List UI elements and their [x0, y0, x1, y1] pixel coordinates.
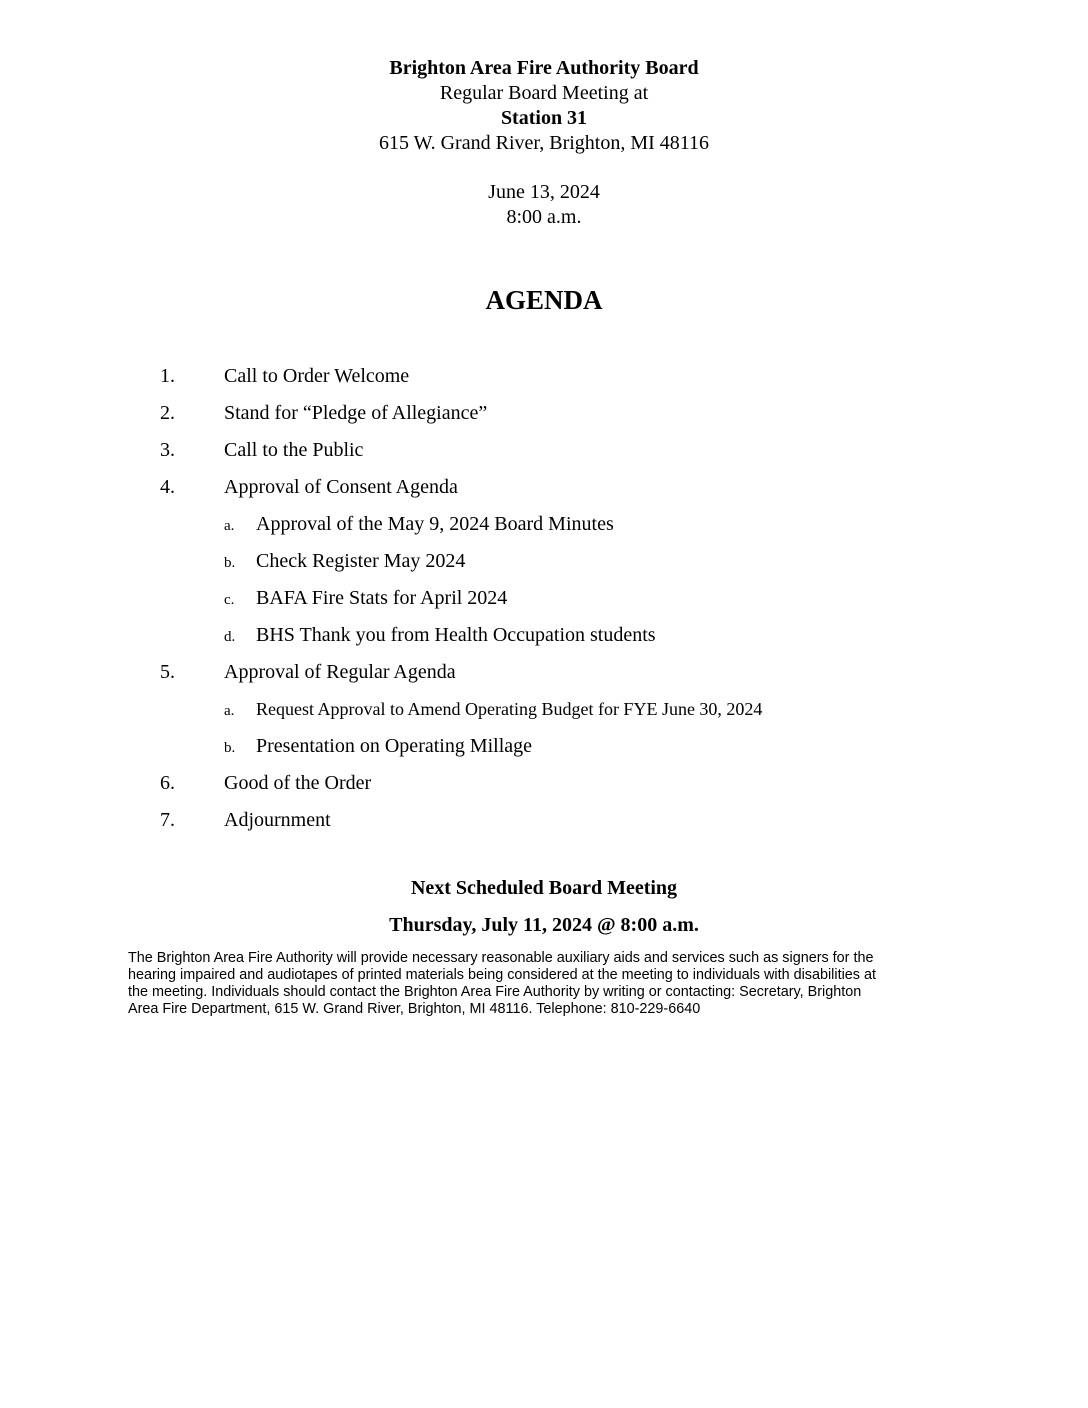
meeting-type: Regular Board Meeting at: [439, 82, 649, 104]
item-number: 7.: [160, 809, 175, 831]
org-name: Brighton Area Fire Authority Board: [389, 57, 699, 79]
agenda-item: [0, 362, 1088, 399]
accessibility-notice: [128, 950, 968, 1018]
subitem-text: Approval of the May 9, 2024 Board Minutes: [256, 513, 614, 535]
subitem-text: Check Register May 2024: [256, 550, 466, 572]
meeting-header: [0, 56, 1088, 156]
item-number: 1.: [160, 365, 175, 387]
notice-line: hearing impaired and audiotapes of printed materials being considered at the meeting to individuals with disabilities at: [128, 967, 876, 983]
meeting-datetime: [0, 180, 1088, 230]
item-text: Approval of Consent Agenda: [224, 476, 458, 498]
agenda-subitem: [0, 510, 1088, 547]
agenda-item: [0, 769, 1088, 806]
subitem-text: BHS Thank you from Health Occupation students: [256, 624, 656, 646]
agenda-item: [0, 399, 1088, 436]
item-text: Call to Order Welcome: [224, 365, 410, 387]
subitem-text: BAFA Fire Stats for April 2024: [256, 587, 508, 609]
subitem-text: Presentation on Operating Millage: [256, 735, 533, 757]
agenda-subitem: [0, 547, 1088, 584]
agenda-item: [0, 473, 1088, 510]
item-number: 3.: [160, 439, 175, 461]
location-name: Station 31: [500, 107, 588, 129]
agenda-subitem: [0, 584, 1088, 621]
item-text: Adjournment: [224, 809, 331, 831]
agenda-subitem: [0, 621, 1088, 658]
item-text: Approval of Regular Agenda: [224, 661, 456, 683]
next-meeting-date: Thursday, July 11, 2024 @ 8:00 a.m.: [389, 914, 699, 936]
subitem-text: Request Approval to Amend Operating Budget for FYE June 30, 2024: [256, 699, 763, 719]
notice-line: Area Fire Department, 615 W. Grand River, Brighton, MI 48116. Telephone: 810-229-6640: [128, 1001, 701, 1017]
notice-line: The Brighton Area Fire Authority will provide necessary reasonable auxiliary aids and services such as signers for the: [128, 950, 874, 966]
agenda-item: [0, 658, 1088, 695]
subitem-letter: c.: [224, 592, 235, 608]
agenda-item: [0, 436, 1088, 473]
item-text: Good of the Order: [224, 772, 372, 794]
next-meeting-title: Next Scheduled Board Meeting: [410, 877, 678, 899]
item-text: Stand for “Pledge of Allegiance”: [224, 402, 488, 424]
subitem-letter: a.: [224, 518, 235, 534]
address: 615 W. Grand River, Brighton, MI 48116: [378, 132, 710, 154]
item-number: 6.: [160, 772, 175, 794]
item-text: Call to the Public: [224, 439, 364, 461]
notice-line: the meeting. Individuals should contact the Brighton Area Fire Authority by writing or contacting: Secretary, Brighton: [128, 984, 862, 1000]
item-number: 2.: [160, 402, 175, 424]
subitem-letter: a.: [224, 703, 235, 719]
agenda-subitem: [0, 695, 1088, 732]
agenda-item: [0, 806, 1088, 843]
subitem-letter: b.: [224, 740, 236, 756]
agenda-list: [0, 362, 1088, 843]
agenda-subitem: [0, 732, 1088, 769]
subitem-letter: b.: [224, 555, 236, 571]
meeting-time: 8:00 a.m.: [506, 206, 582, 228]
item-number: 5.: [160, 661, 175, 683]
meeting-date: June 13, 2024: [488, 181, 600, 203]
agenda-title: AGENDA: [485, 285, 603, 315]
item-number: 4.: [160, 476, 175, 498]
subitem-letter: d.: [224, 629, 236, 645]
